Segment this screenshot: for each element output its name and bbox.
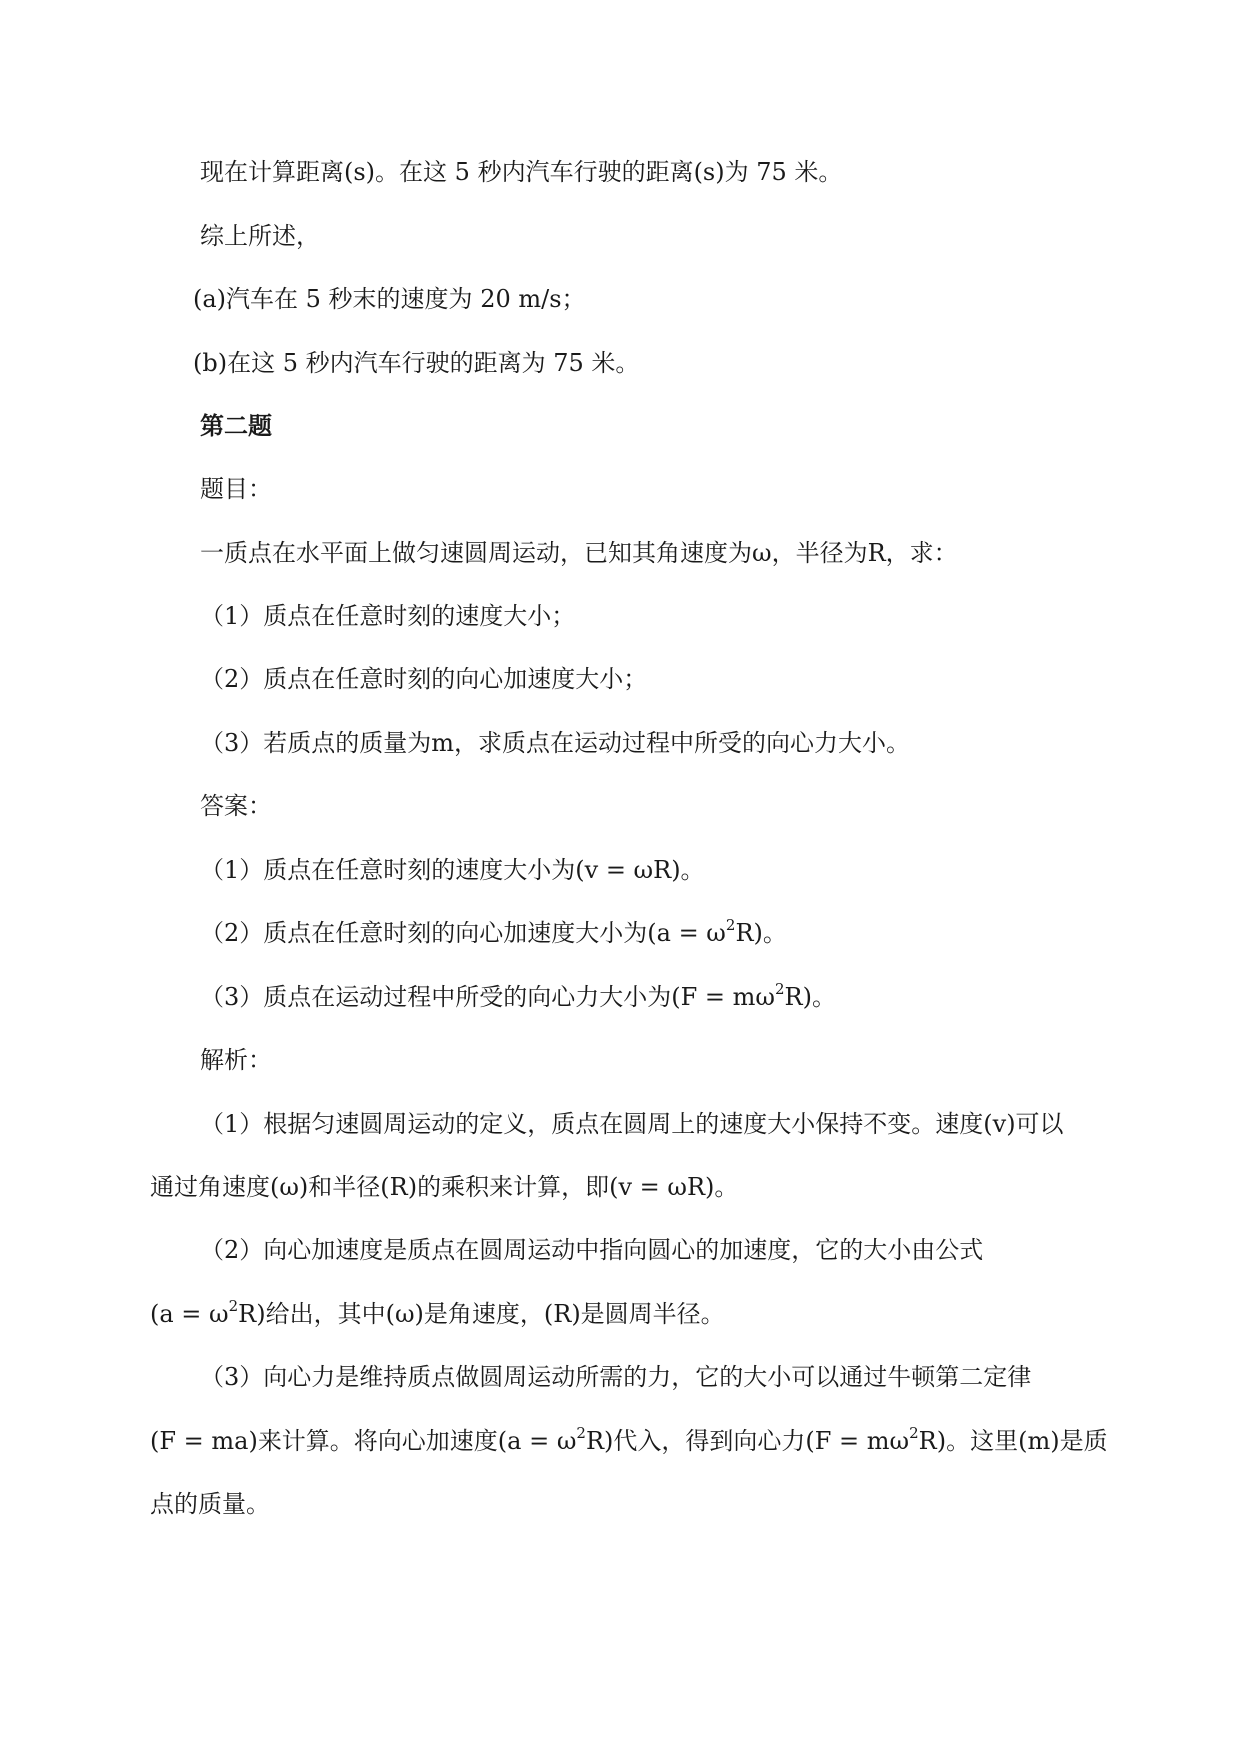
answer-item: （1）质点在任意时刻的速度大小为(v = ωR)。: [200, 856, 705, 884]
text-span: (a = ω: [150, 1300, 229, 1328]
question-item: （2）质点在任意时刻的向心加速度大小；: [200, 665, 648, 693]
question-text: 一质点在水平面上做匀速圆周运动，已知其角速度为ω，半径为R，求：: [200, 539, 958, 567]
analysis-text: [150, 1425, 1108, 1457]
analysis-text: [150, 1298, 725, 1330]
section-heading: 第二题: [200, 411, 272, 440]
text-span: R)。: [784, 983, 836, 1011]
text-span: （3）质点在运动过程中所受的向心力大小为(F = mω: [200, 983, 775, 1011]
text-line: 综上所述，: [200, 222, 320, 250]
text-span: R)。这里(m)是质: [918, 1427, 1108, 1455]
question-label: 题目：: [200, 475, 272, 503]
question-item: （3）若质点的质量为m，求质点在运动过程中所受的向心力大小。: [200, 729, 911, 757]
superscript: 2: [774, 980, 785, 998]
answer-item: [200, 917, 787, 949]
text-span: R)给出，其中(ω)是角速度，(R)是圆周半径。: [238, 1300, 725, 1328]
superscript: 2: [576, 1424, 586, 1442]
superscript: 2: [909, 1424, 919, 1442]
text-span: （2）质点在任意时刻的向心加速度大小为(a = ω: [200, 919, 726, 947]
superscript: 2: [725, 916, 736, 934]
text-span: (F = ma)来计算。将向心加速度(a = ω: [150, 1427, 577, 1455]
analysis-text: （1）根据匀速圆周运动的定义，质点在圆周上的速度大小保持不变。速度(v)可以: [200, 1110, 1064, 1138]
text-span: R)。: [735, 919, 787, 947]
question-item: （1）质点在任意时刻的速度大小；: [200, 602, 576, 630]
analysis-label: 解析：: [200, 1046, 272, 1074]
analysis-text: 点的质量。: [150, 1490, 270, 1518]
text-line: 现在计算距离(s)。在这 5 秒内汽车行驶的距离(s)为 75 米。: [200, 158, 843, 186]
text-line: (b)在这 5 秒内汽车行驶的距离为 75 米。: [193, 349, 640, 377]
analysis-text: （2）向心加速度是质点在圆周运动中指向圆心的加速度，它的大小由公式: [200, 1236, 984, 1264]
answer-item: [200, 981, 836, 1013]
superscript: 2: [228, 1297, 239, 1315]
text-line: (a)汽车在 5 秒末的速度为 20 m/s；: [193, 285, 586, 313]
analysis-text: （3）向心力是维持质点做圆周运动所需的力，它的大小可以通过牛顿第二定律: [200, 1363, 1032, 1391]
answer-label: 答案：: [200, 792, 272, 820]
analysis-text: 通过角速度(ω)和半径(R)的乘积来计算，即(v = ωR)。: [150, 1173, 739, 1201]
text-span: R)代入，得到向心力(F = mω: [585, 1427, 910, 1455]
